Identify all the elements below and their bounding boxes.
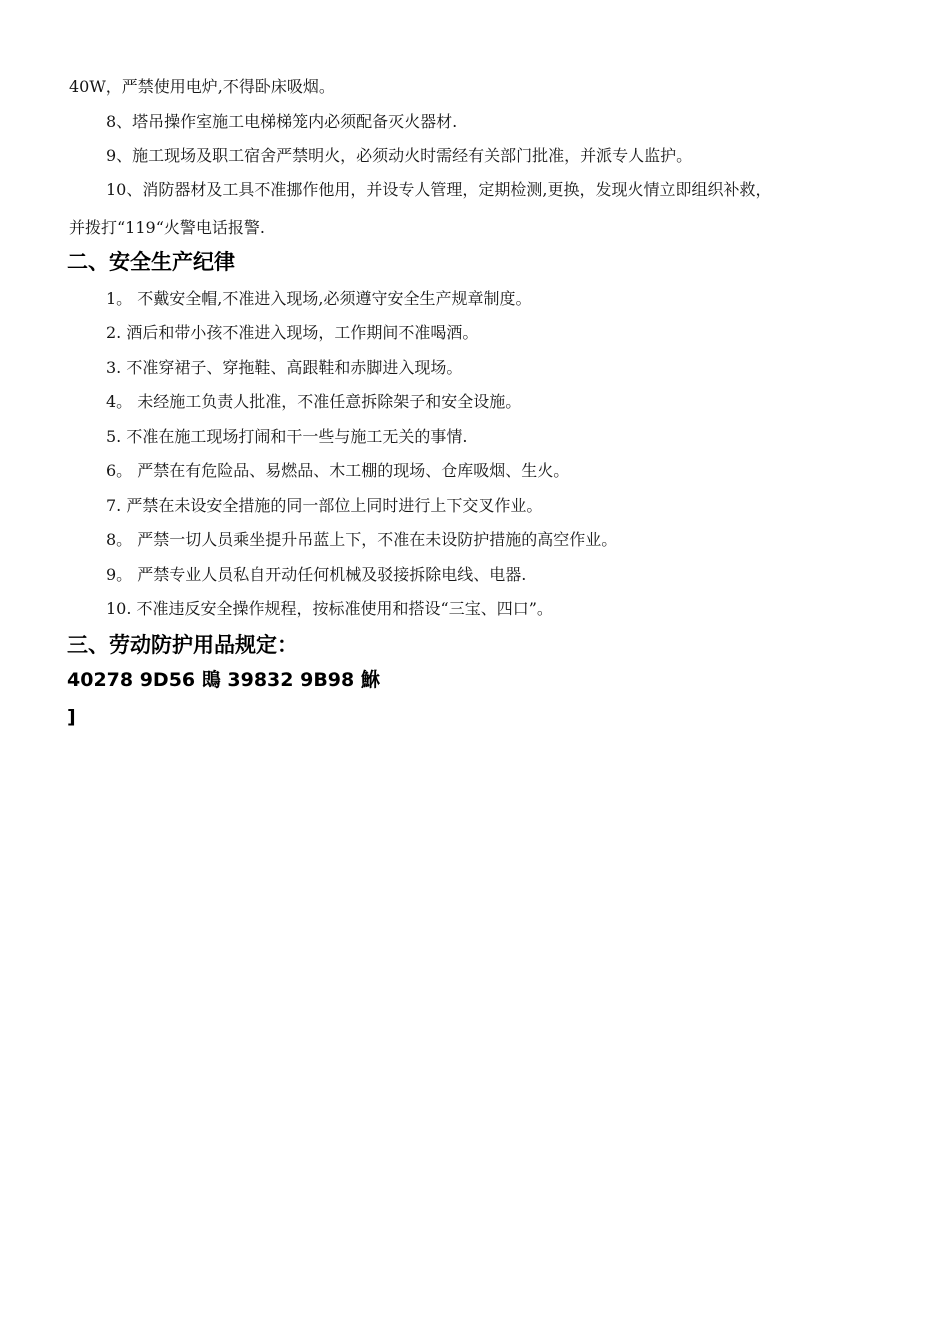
discipline-rule-8: 8。 严禁一切人员乘坐提升吊蓝上下，不准在未设防护措施的高空作业。 — [106, 530, 618, 549]
garbled-bracket: ] — [67, 706, 76, 728]
discipline-rule-6: 6。 严禁在有危险品、易燃品、木工棚的现场、仓库吸烟、生火。 — [106, 461, 570, 480]
discipline-rule-7: 7. 严禁在未设安全措施的同一部位上同时进行上下交叉作业。 — [106, 496, 543, 515]
section-heading-discipline: 二、安全生产纪律 — [67, 250, 235, 274]
fire-rule-8: 8、塔吊操作室施工电梯梯笼内必须配备灭火器材. — [106, 112, 458, 131]
discipline-rule-10: 10. 不准违反安全操作规程，按标准使用和搭设“三宝、四口”。 — [106, 599, 553, 618]
fire-rule-9: 9、施工现场及职工宿舍严禁明火，必须动火时需经有关部门批准，并派专人监护。 — [106, 146, 693, 165]
discipline-rule-4: 4。 未经施工负责人批准，不准任意拆除架子和安全设施。 — [106, 392, 522, 411]
fire-rule-7-continuation: 40W，严禁使用电炉,不得卧床吸烟。 — [69, 77, 335, 96]
discipline-rule-9: 9。 严禁专业人员私自开动任何机械及驳接拆除电线、电器. — [106, 565, 527, 584]
garbled-text-line: 40278 9D56 鵖 39832 9B98 鮴 — [67, 669, 380, 691]
fire-rule-10-continuation: 并拨打“119“火警电话报警. — [69, 218, 265, 237]
discipline-rule-5: 5. 不准在施工现场打闹和干一些与施工无关的事情. — [106, 427, 468, 446]
discipline-rule-1: 1。 不戴安全帽,不准进入现场,必须遵守安全生产规章制度。 — [106, 289, 532, 308]
fire-rule-10: 10、消防器材及工具不准挪作他用，并设专人管理，定期检测,更换，发现火情立即组织补救， — [106, 180, 772, 199]
discipline-rule-2: 2. 酒后和带小孩不准进入现场，工作期间不准喝酒。 — [106, 323, 479, 342]
section-heading-ppe: 三、劳动防护用品规定： — [67, 633, 298, 657]
discipline-rule-3: 3. 不准穿裙子、穿拖鞋、高跟鞋和赤脚进入现场。 — [106, 358, 463, 377]
